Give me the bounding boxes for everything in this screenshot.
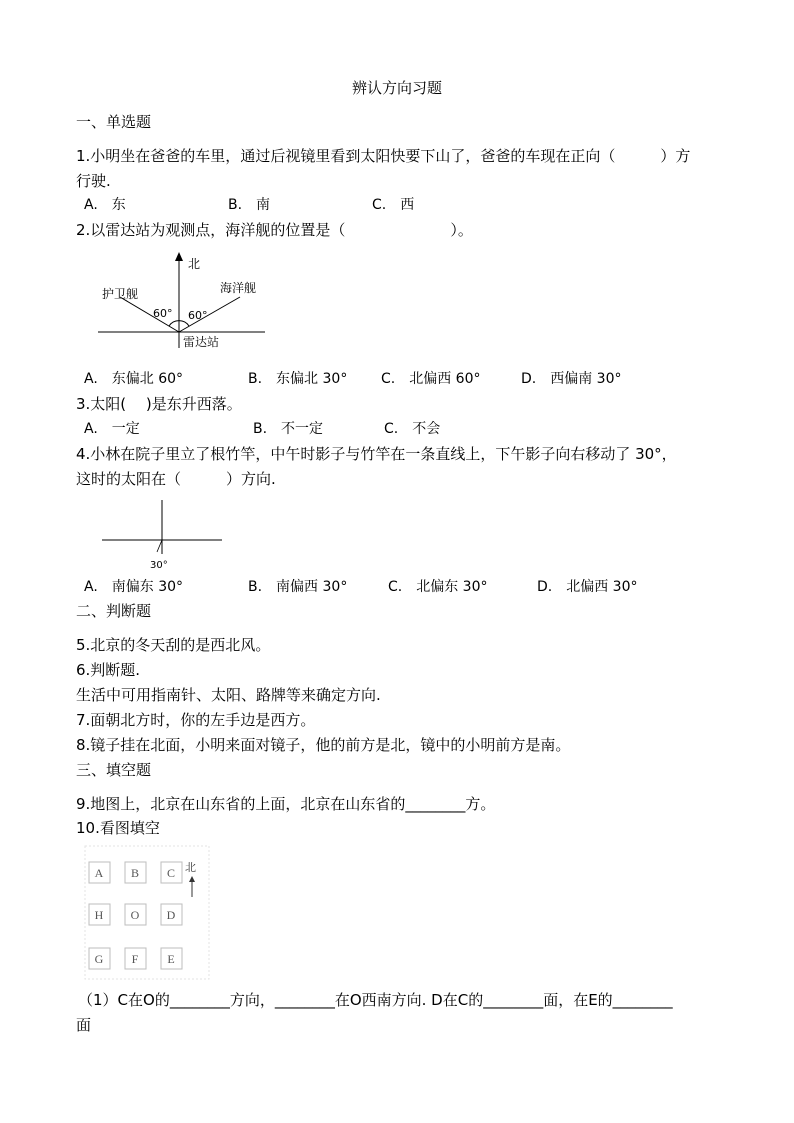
ocean-ship-label: 海洋舰 xyxy=(220,281,257,295)
q2-option-a[interactable]: A. 东偏北 60° xyxy=(84,371,184,387)
question-5-text: 5.北京的冬天刮的是西北风。 xyxy=(76,636,271,654)
question-3-text: 3.太阳( )是东升西落。 xyxy=(76,395,242,413)
letter-grid-figure xyxy=(84,845,210,980)
shadow-angle-label: 30° xyxy=(150,560,168,571)
right-angle-label: 60° xyxy=(188,309,208,322)
question-6-text: 6.判断题. xyxy=(76,661,141,679)
cell-label: B xyxy=(130,866,140,880)
q1-option-b[interactable]: B. 南 xyxy=(228,197,271,213)
cell-label: G xyxy=(94,952,104,966)
q1-option-c[interactable]: C. 西 xyxy=(372,197,415,213)
left-angle-label: 60° xyxy=(153,307,173,320)
q2-option-d[interactable]: D. 西偏南 30° xyxy=(521,371,622,387)
q2-option-c[interactable]: C. 北偏西 60° xyxy=(381,371,481,387)
q4-option-b[interactable]: B. 南偏西 30° xyxy=(248,579,348,595)
section-heading-fill-blank: 三、填空题 xyxy=(76,761,152,779)
cell-label: F xyxy=(131,952,139,966)
question-10-sub-1-cont: 面 xyxy=(76,1016,92,1034)
section-heading-true-false: 二、判断题 xyxy=(76,602,152,620)
shadow-line xyxy=(157,540,162,552)
q3-option-b[interactable]: B. 不一定 xyxy=(253,421,324,437)
question-2-text: 2.以雷达站为观测点，海洋舰的位置是（ ）。 xyxy=(76,221,473,239)
question-6-statement: 生活中可用指南针、太阳、路牌等来确定方向. xyxy=(76,686,381,704)
q1-option-a[interactable]: A. 东 xyxy=(84,197,126,213)
grid-north-label: 北 xyxy=(185,861,196,874)
question-1-text-cont: 行驶. xyxy=(76,172,111,190)
escort-ship-label: 护卫舰 xyxy=(102,287,139,301)
radar-station-diagram xyxy=(90,248,280,358)
q4-option-d[interactable]: D. 北偏西 30° xyxy=(537,579,638,595)
grid-north-arrow-icon xyxy=(189,876,195,882)
question-4-text-cont: 这时的太阳在（ ）方向. xyxy=(76,470,276,488)
cell-label: E xyxy=(167,952,175,966)
north-label: 北 xyxy=(188,257,201,271)
cell-label: C xyxy=(166,866,176,880)
north-arrow-icon xyxy=(175,252,183,261)
question-9-text: 9.地图上，北京在山东省的上面，北京在山东省的________方。 xyxy=(76,795,496,813)
question-1-text: 1.小明坐在爸爸的车里，通过后视镜里看到太阳快要下山了，爸爸的车现在正向（ ）方 xyxy=(76,147,691,165)
q2-option-b[interactable]: B. 东偏北 30° xyxy=(248,371,348,387)
section-heading-single-choice: 一、单选题 xyxy=(76,113,152,131)
cell-label: D xyxy=(166,908,176,922)
q3-option-c[interactable]: C. 不会 xyxy=(384,421,441,437)
question-4-text: 4.小林在院子里立了根竹竿，中午时影子与竹竿在一条直线上，下午影子向右移动了 30°， xyxy=(76,445,677,463)
question-10-text: 10.看图填空 xyxy=(76,819,160,837)
cell-label: H xyxy=(94,908,104,922)
question-7-text: 7.面朝北方时，你的左手边是西方。 xyxy=(76,711,316,729)
cell-label: A xyxy=(94,866,104,880)
radar-station-label: 雷达站 xyxy=(183,335,220,349)
cell-label: O xyxy=(130,908,140,922)
page-title: 辨认方向习题 xyxy=(351,79,442,97)
q3-option-a[interactable]: A. 一定 xyxy=(84,421,140,437)
question-8-text: 8.镜子挂在北面，小明来面对镜子，他的前方是北，镜中的小明前方是南。 xyxy=(76,736,571,754)
question-10-sub-1: （1）C在O的________方向，________在O西南方向. D在C的________面，在E的________ xyxy=(78,991,673,1009)
q4-option-a[interactable]: A. 南偏东 30° xyxy=(84,579,184,595)
q4-option-c[interactable]: C. 北偏东 30° xyxy=(388,579,488,595)
bamboo-shadow-diagram xyxy=(98,498,228,573)
